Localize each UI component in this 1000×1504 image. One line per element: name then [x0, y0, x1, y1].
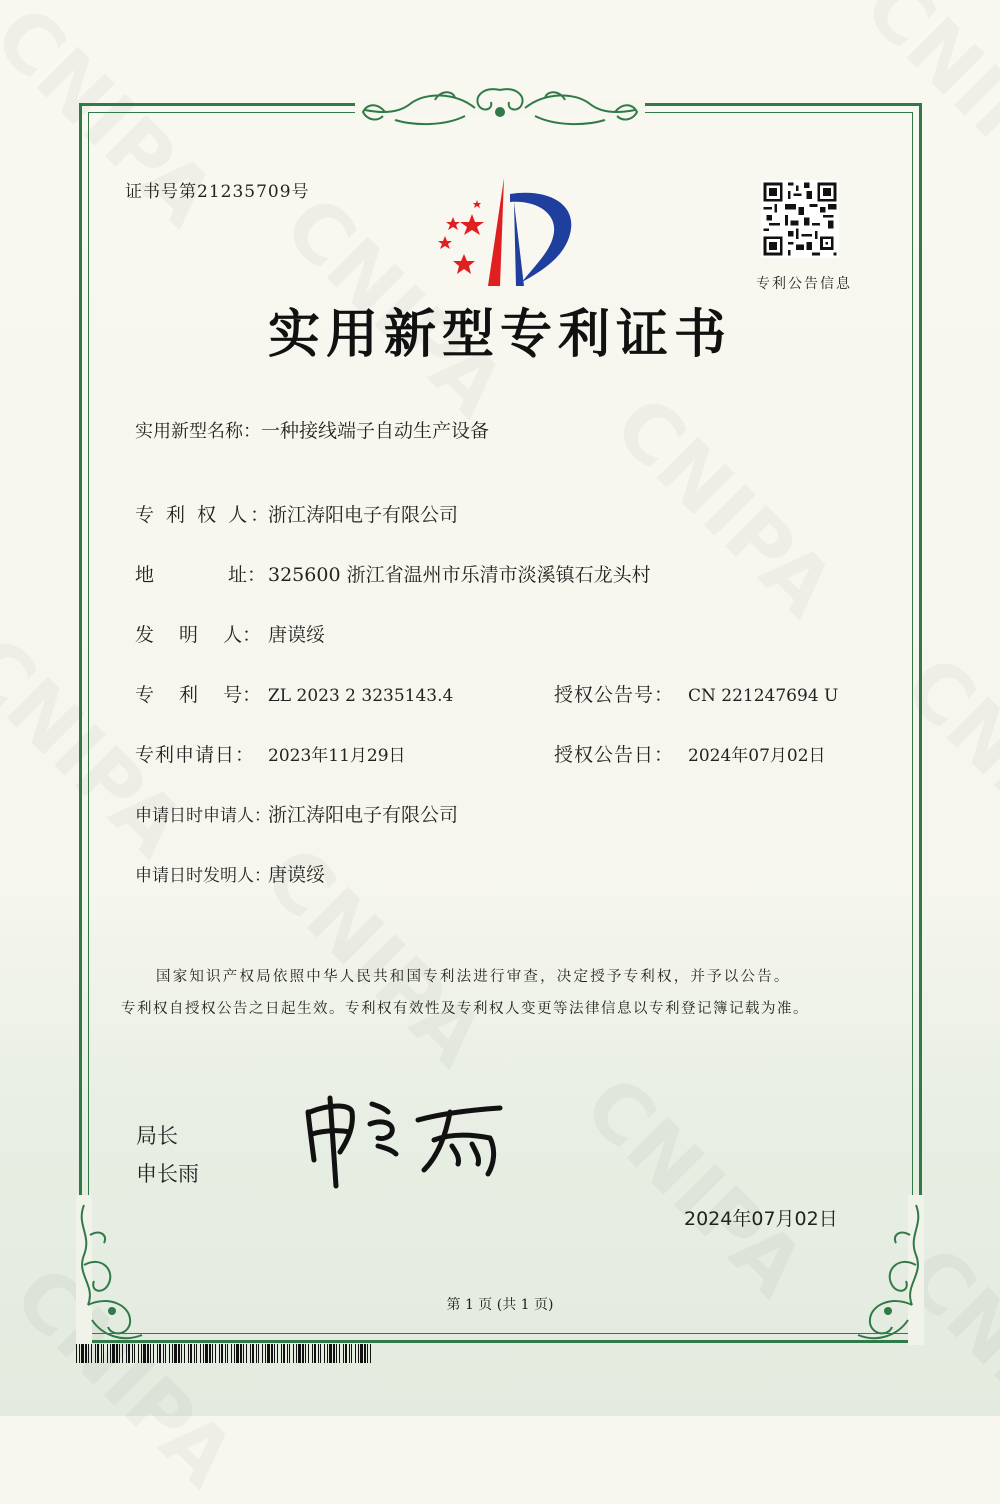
director-title: 局长 — [136, 1124, 178, 1148]
field-value: 浙江涛阳电子有限公司 — [268, 804, 459, 826]
top-ornament — [355, 82, 645, 132]
field-value: 2023年11月29日 — [268, 746, 406, 766]
cnipa-emblem-icon — [428, 174, 578, 286]
field-label: 专 利 号： — [135, 684, 262, 706]
corner-ornament-left — [72, 1195, 162, 1345]
field-label: 专 利 权 人： — [135, 504, 273, 526]
field-value: 浙江涛阳电子有限公司 — [268, 504, 459, 526]
page-number: 第 1 页 (共 1 页) — [446, 1297, 554, 1313]
field-label: 实用新型名称： — [135, 421, 261, 442]
field-patent-number — [135, 680, 453, 707]
field-patentee — [135, 500, 458, 527]
field-value: 唐谟绥 — [268, 864, 326, 886]
field-value: 325600 浙江省温州市乐清市淡溪镇石龙头村 — [268, 564, 651, 586]
field-filing-date — [135, 740, 406, 767]
qr-label: 专利公告信息 — [756, 276, 852, 292]
barcode-icon — [76, 1344, 374, 1363]
grant-notice-line-2: 专利权自授权公告之日起生效。专利权有效性及专利权人变更等法律信息以专利登记簿记载为准。 — [121, 1001, 809, 1017]
field-grant-publication-date — [554, 740, 826, 767]
field-utility-model-name — [135, 416, 489, 443]
field-label: 发 明 人： — [135, 624, 262, 646]
field-label: 址： — [228, 564, 267, 586]
field-value: 2024年07月02日 — [688, 746, 826, 766]
field-label: 授权公告日： — [554, 744, 675, 766]
field-label: 授权公告号： — [554, 684, 675, 706]
field-applicant-at-filing — [135, 800, 458, 827]
field-address — [135, 560, 651, 587]
field-inventor-at-filing — [135, 860, 325, 887]
director-name: 申长雨 — [136, 1162, 199, 1186]
field-label: 专利申请日： — [135, 744, 256, 766]
certificate-number: 证书号第21235709号 — [125, 182, 310, 202]
qr-code-icon[interactable] — [761, 180, 839, 258]
corner-ornament-right — [838, 1195, 928, 1345]
field-value: 唐谟绥 — [268, 624, 326, 646]
grant-notice-line-1: 国家知识产权局依照中华人民共和国专利法进行审查，决定授予专利权，并予以公告。 — [156, 969, 791, 985]
qr-block — [756, 180, 852, 293]
certificate-title: 实用新型专利证书 — [267, 305, 732, 365]
handwritten-signature — [300, 1090, 520, 1190]
field-value: 一种接线端子自动生产设备 — [261, 420, 490, 442]
field-value: CN 221247694 U — [688, 686, 839, 706]
field-label: 申请日时申请人： — [135, 806, 271, 826]
field-label: 申请日时发明人： — [135, 866, 271, 886]
field-value: ZL 2023 2 3235143.4 — [268, 686, 454, 706]
field-label: 地 — [135, 564, 155, 586]
field-inventor — [135, 620, 325, 647]
field-grant-publication-number — [554, 680, 838, 707]
signature-date: 2024年07月02日 — [684, 1208, 838, 1230]
